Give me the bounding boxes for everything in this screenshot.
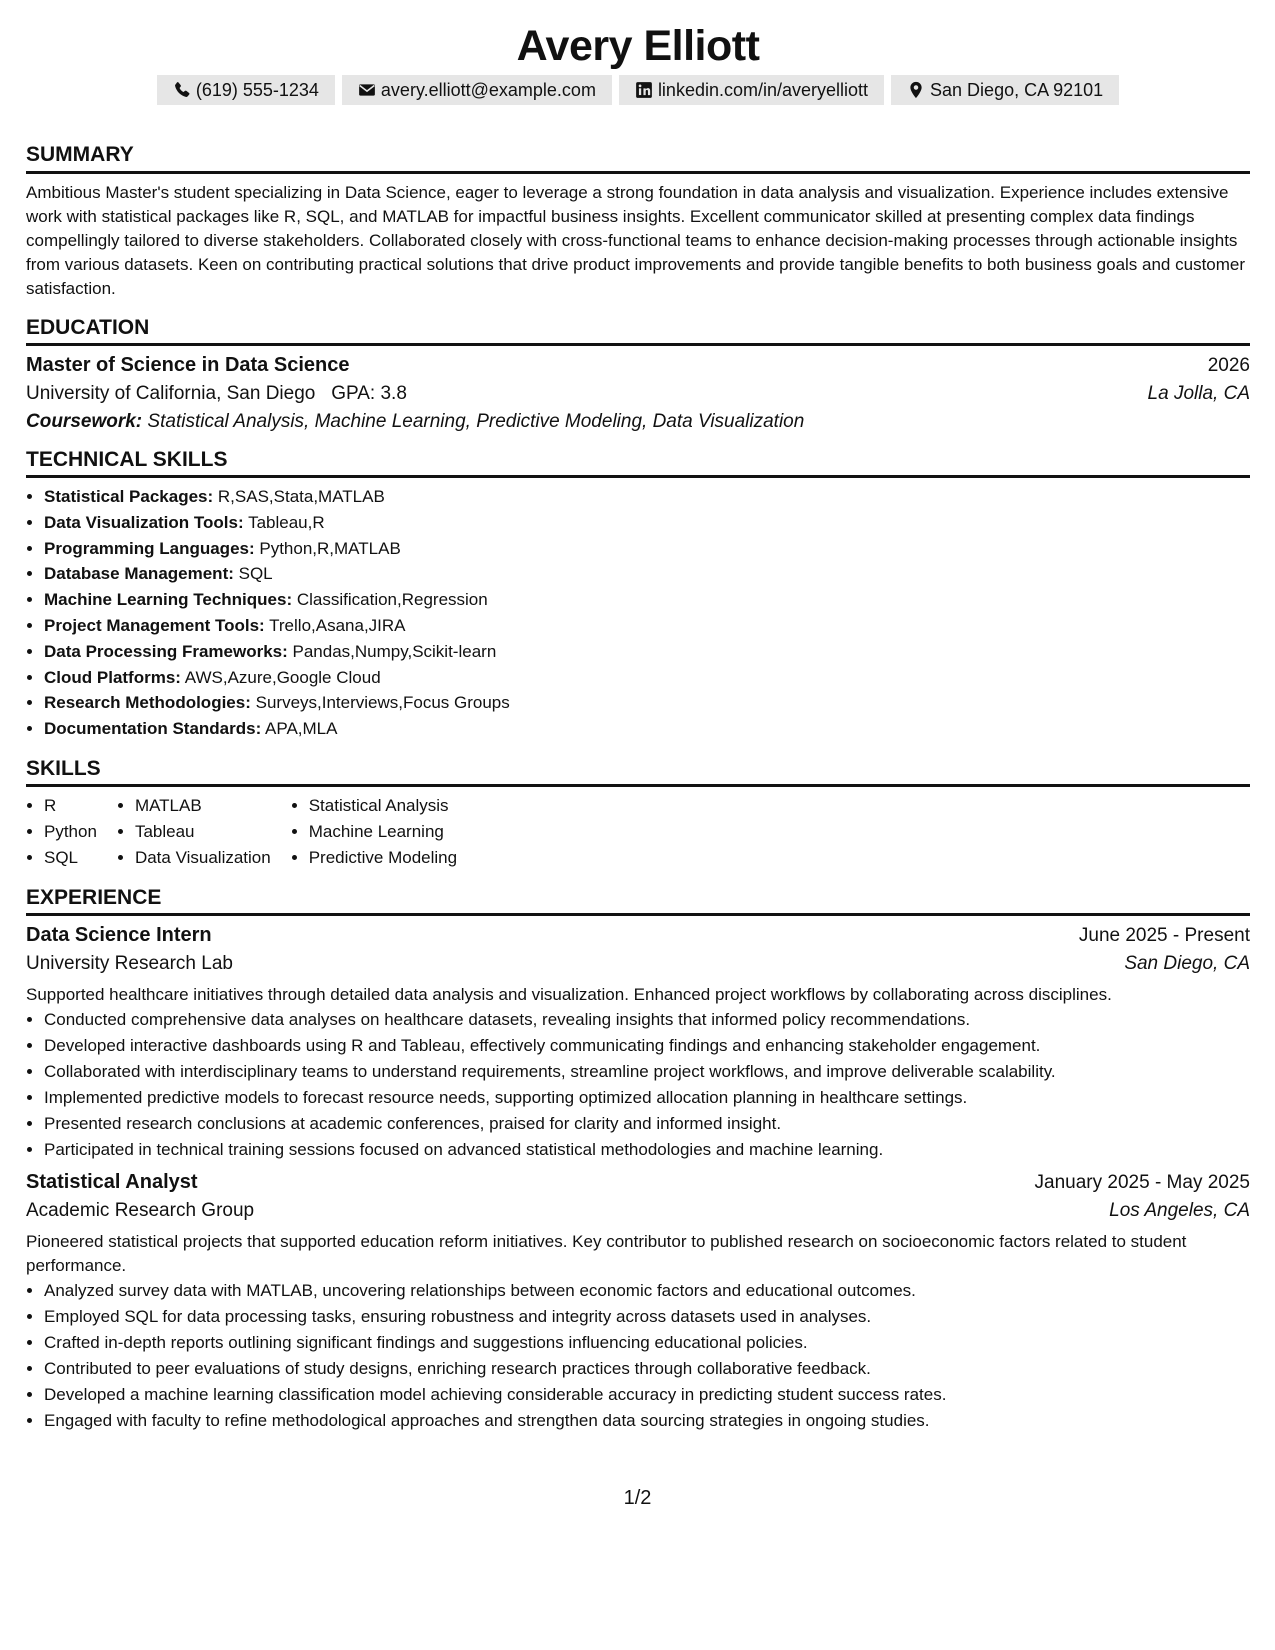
summary-section — [26, 142, 1250, 300]
technical-skills-list — [26, 484, 1250, 742]
list-item — [44, 639, 1250, 665]
list-item: • Presented research conclusions at academic conferences, praised for clarity and informed insight. — [44, 1111, 1250, 1137]
job-bullets — [26, 1007, 1250, 1163]
job-summary: Supported healthcare initiatives through detailed data analysis and visualization. Enhanced project workflows by collaborating across disciplines. — [26, 984, 1112, 1004]
gpa: GPA: 3.8 — [331, 382, 407, 404]
list-item — [44, 716, 1250, 742]
job-summary: Pioneered statistical projects that supported education reform initiatives. Key contributor to published research on socioeconomic factors related to student performance. — [26, 1231, 1187, 1275]
list-item: • Crafted in-depth reports outlining significant findings and suggestions influencing educational policies. — [44, 1330, 1250, 1356]
skill-category-label: Machine Learning Techniques: — [44, 590, 293, 610]
skill-category-value: Surveys,Interviews,Focus Groups — [255, 693, 510, 713]
location-pin-icon — [907, 81, 925, 99]
skill-category-label: Data Visualization Tools: — [44, 512, 244, 532]
job-org: University Research Lab — [26, 952, 233, 974]
resume-page — [26, 18, 1250, 1434]
list-item — [44, 665, 1250, 691]
skills-column-1 — [26, 793, 97, 870]
skill-category-label: Data Processing Frameworks: — [44, 641, 288, 661]
list-item: • Conducted comprehensive data analyses on healthcare datasets, revealing insights that informed policy recommendations. — [44, 1007, 1250, 1033]
school-name: University of California, San Diego — [26, 382, 316, 404]
contact-location — [891, 75, 1119, 105]
list-item: • Participated in technical training sessions focused on advanced statistical methodologies and machine learning. — [44, 1137, 1250, 1163]
school-location: La Jolla, CA — [1147, 382, 1250, 404]
job-location: San Diego, CA — [1124, 952, 1250, 974]
skills-grid — [26, 793, 1250, 870]
candidate-name: Avery Elliott — [516, 22, 760, 70]
skill-category-label: Project Management Tools: — [44, 615, 265, 635]
skill-category-label: Research Methodologies: — [44, 693, 251, 713]
contact-email-text: avery.elliott@example.com — [380, 79, 596, 100]
list-item: • Tableau — [135, 819, 271, 845]
contact-linkedin[interactable] — [619, 75, 884, 105]
skill-category-value: SQL — [238, 564, 273, 584]
coursework-label: Coursework: — [26, 410, 143, 432]
education-entry-head — [26, 354, 1250, 377]
contact-email[interactable] — [342, 75, 612, 105]
list-item — [44, 587, 1250, 613]
contact-phone-text: (619) 555-1234 — [195, 79, 319, 100]
list-item: • Predictive Modeling — [309, 845, 457, 871]
contact-phone[interactable] — [157, 75, 335, 105]
phone-icon — [173, 81, 191, 99]
job-entry-head — [26, 1171, 1250, 1194]
list-item: • Data Visualization — [135, 845, 271, 871]
summary-text: Ambitious Master's student specializing in Data Science, eager to leverage a strong foundation in data analysis and visualization. Experience includes extensive work with statistical packages like R, SQL, and MATLAB for impactful business insights. Excellent communicator skilled at presenting complex data findings compellingly tailored to diverse stakeholders. Collaborated closely with cross-functional teams to enhance decision-making processes through actionable insights from various datasets. Keen on contributing practical solutions that drive product improvements and provide tangible benefits to both business goals and customer satisfaction. — [26, 182, 1246, 298]
list-item: • Collaborated with interdisciplinary teams to understand requirements, streamline project workflows, and improve deliverable scalability. — [44, 1059, 1250, 1085]
envelope-icon — [358, 81, 376, 99]
summary-heading: SUMMARY — [26, 142, 1250, 173]
job-bullets — [26, 1278, 1250, 1434]
list-item — [44, 613, 1250, 639]
experience-section — [26, 885, 1250, 1434]
skill-category-value: Pandas,Numpy,Scikit-learn — [292, 641, 497, 661]
list-item: • Developed interactive dashboards using R and Tableau, effectively communicating findings and enhancing stakeholder engagement. — [44, 1033, 1250, 1059]
skills-column-3 — [291, 793, 457, 870]
coursework-list: Statistical Analysis, Machine Learning, Predictive Modeling, Data Visualization — [147, 410, 805, 432]
education-section — [26, 315, 1250, 433]
skills-column-2 — [117, 793, 271, 870]
list-item — [44, 484, 1250, 510]
list-item: • R — [44, 793, 97, 819]
experience-heading: EXPERIENCE — [26, 885, 1250, 916]
linkedin-icon — [635, 81, 653, 99]
skills-heading: SKILLS — [26, 756, 1250, 787]
list-item: • Analyzed survey data with MATLAB, uncovering relationships between economic factors and educational outcomes. — [44, 1278, 1250, 1304]
contact-row — [26, 75, 1250, 105]
skill-category-value: APA,MLA — [265, 719, 338, 739]
skill-category-value: Tableau,R — [248, 512, 325, 532]
skill-category-value: AWS,Azure,Google Cloud — [184, 667, 381, 687]
coursework-line — [26, 411, 1250, 433]
school-line — [26, 383, 407, 405]
contact-linkedin-text: linkedin.com/in/averyelliott — [657, 79, 869, 100]
list-item: • Contributed to peer evaluations of study designs, enriching research practices through collaborative feedback. — [44, 1356, 1250, 1382]
skill-category-label: Statistical Packages: — [44, 487, 214, 506]
skill-category-label: Database Management: — [44, 564, 234, 584]
skill-category-value: Python,R,MATLAB — [259, 538, 401, 558]
list-item: • Machine Learning — [309, 819, 457, 845]
list-item — [44, 690, 1250, 716]
degree-title: Master of Science in Data Science — [26, 353, 350, 376]
skills-section — [26, 756, 1250, 871]
skill-category-label: Programming Languages: — [44, 538, 255, 558]
job-org: Academic Research Group — [26, 1199, 255, 1221]
education-entry-sub — [26, 383, 1250, 405]
list-item: • SQL — [44, 845, 97, 871]
list-item: • Statistical Analysis — [309, 793, 457, 819]
skill-category-label: Documentation Standards: — [44, 719, 262, 739]
job-location: Los Angeles, CA — [1109, 1199, 1250, 1221]
skill-category-value: Classification,Regression — [296, 590, 488, 610]
list-item — [44, 561, 1250, 587]
list-item — [44, 536, 1250, 562]
job-dates: June 2025 - Present — [1078, 924, 1250, 946]
page-number: 1/2 — [623, 1487, 652, 1509]
job-entry-sub — [26, 1200, 1250, 1222]
education-heading: EDUCATION — [26, 315, 1250, 346]
list-item — [44, 510, 1250, 536]
list-item: • Developed a machine learning classification model achieving considerable accuracy in predicting student success rates. — [44, 1382, 1250, 1408]
job-role: Statistical Analyst — [26, 1170, 198, 1193]
list-item: • Employed SQL for data processing tasks, ensuring robustness and integrity across datasets used in analyses. — [44, 1304, 1250, 1330]
skill-category-value: R,SAS,Stata,MATLAB — [217, 487, 385, 506]
technical-skills-heading: TECHNICAL SKILLS — [26, 447, 1250, 478]
contact-location-text: San Diego, CA 92101 — [930, 79, 1104, 100]
list-item: • Implemented predictive models to forecast resource needs, supporting optimized allocation planning in healthcare settings. — [44, 1085, 1250, 1111]
graduation-year: 2026 — [1207, 354, 1250, 376]
job-dates: January 2025 - May 2025 — [1034, 1171, 1250, 1193]
job-entry — [26, 1171, 1250, 1434]
job-entry — [26, 924, 1250, 1163]
skill-category-value: Trello,Asana,JIRA — [269, 615, 406, 635]
job-entry-head — [26, 924, 1250, 947]
list-item: • Engaged with faculty to refine methodological approaches and strengthen data sourcing strategies in ongoing studies. — [44, 1408, 1250, 1434]
technical-skills-section — [26, 447, 1250, 742]
skill-category-label: Cloud Platforms: — [44, 667, 181, 687]
list-item: • MATLAB — [135, 793, 271, 819]
job-entry-sub — [26, 953, 1250, 975]
list-item: • Python — [44, 819, 97, 845]
job-role: Data Science Intern — [26, 923, 212, 946]
